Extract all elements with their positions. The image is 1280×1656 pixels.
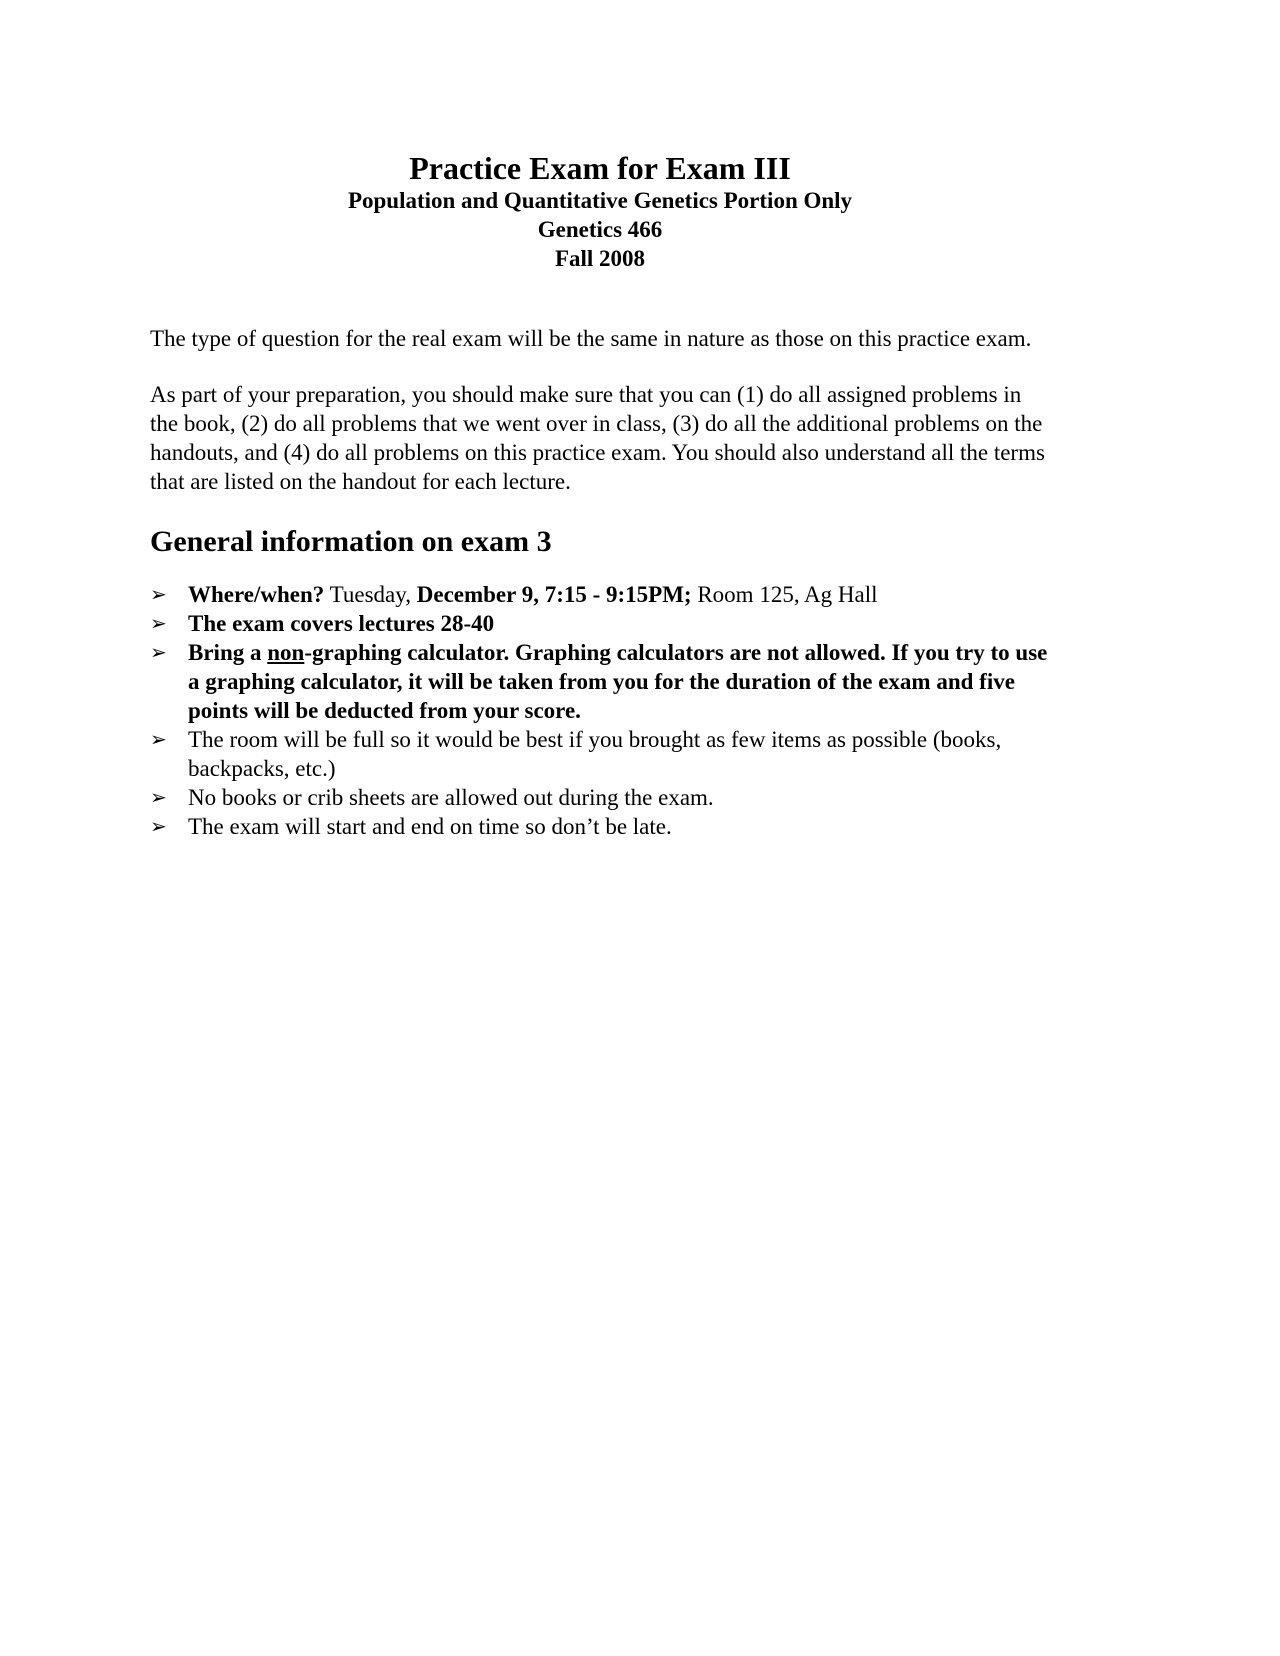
exam-room: Room 125, Ag Hall (691, 582, 878, 607)
no-books-text: No books or crib sheets are allowed out during the exam. (188, 785, 714, 810)
course-name: Genetics 466 (537, 217, 663, 242)
arrow-bullet-icon: ➢ (150, 640, 167, 664)
list-item-coverage (150, 609, 1050, 638)
list-item-where-when (150, 580, 1050, 609)
list-item-on-time (150, 812, 1050, 841)
document-subtitle: Population and Quantitative Genetics Portion Only (347, 188, 853, 213)
exam-day: Tuesday, (324, 582, 417, 607)
intro-paragraph-1: The type of question for the real exam will be the same in nature as those on this practice exam. (150, 326, 1032, 351)
list-item-no-books (150, 783, 1050, 812)
intro-paragraph-2: As part of your preparation, you should make sure that you can (1) do all assigned problems in the book, (2) do all problems that we went over in class, (3) do all the additional problems on the handouts, and (4) do all problems on this practice exam. You should also understand all the terms that are listed on the handout for each lecture. (150, 382, 1045, 494)
document-header (150, 150, 1050, 273)
coverage-text: The exam covers lectures 28-40 (188, 611, 495, 636)
arrow-bullet-icon: ➢ (150, 814, 167, 838)
document-page (150, 150, 1050, 841)
arrow-bullet-icon: ➢ (150, 727, 167, 751)
general-info-list (150, 580, 1050, 841)
calculator-text-underlined: non (267, 640, 305, 665)
arrow-bullet-icon: ➢ (150, 582, 167, 606)
where-when-label: Where/when? (188, 582, 325, 607)
calculator-text-pre: Bring a (188, 640, 268, 665)
on-time-text: The exam will start and end on time so don’t be late. (188, 814, 672, 839)
arrow-bullet-icon: ➢ (150, 611, 167, 635)
list-item-room-items (150, 725, 1050, 783)
list-item-calculator (150, 638, 1050, 725)
room-items-text: The room will be full so it would be best if you brought as few items as possible (books, backpacks, etc.) (188, 727, 1002, 781)
arrow-bullet-icon: ➢ (150, 785, 167, 809)
document-title: Practice Exam for Exam III (409, 150, 791, 186)
term: Fall 2008 (554, 246, 646, 271)
exam-datetime: December 9, 7:15 - 9:15PM; (416, 582, 692, 607)
calculator-text-post: -graphing calculator. Graphing calculators are not allowed. If you try to use a graphing calculator, it will be taken from you for the duration of the exam and five points will be deducted from your score. (188, 640, 1048, 723)
section-heading: General information on exam 3 (150, 525, 552, 558)
